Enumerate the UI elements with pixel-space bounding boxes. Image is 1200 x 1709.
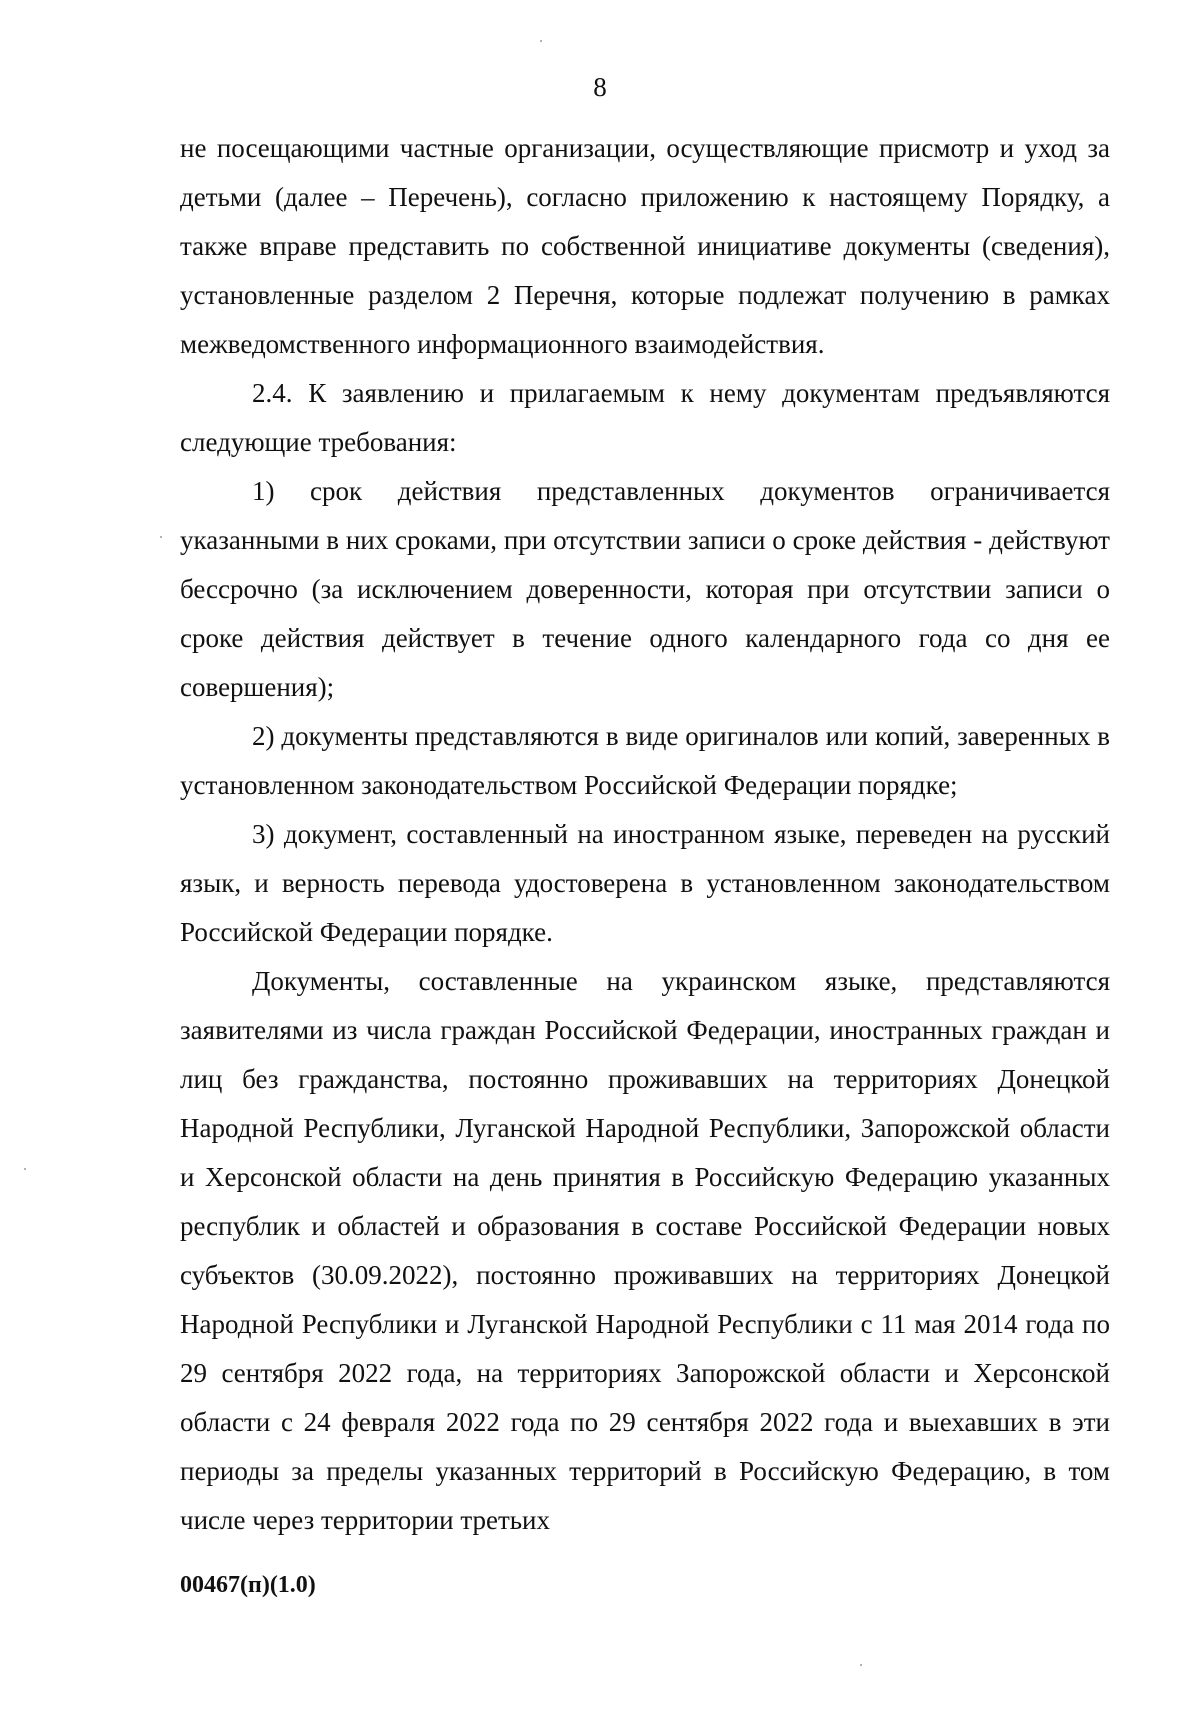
list-item-1: 1) срок действия представленных документов ограничивается указанными в них сроками, при отсутствии записи о сроке действия - действуют бессрочно (за исключением доверенности, которая при отсутствии записи о сроке действия действует в течение одного календарного года со дня ее совершения); [180,476,1110,702]
paragraph-ukrainian-documents: Документы, составленные на украинском языке, представляются заявителями из числа граждан Российской Федерации, иностранных граждан и лиц без гражданства, постоянно проживавших на территориях Донецкой Народной Республики, Луганской Народной Республики, Запорожской области и Херсонской области на день принятия в Российскую Федерацию указанных республик и областей и образования в составе Российской Федерации новых субъектов (30.09.2022), постоянно проживавших на территориях Донецкой Народной Республики и Луганской Народной Республики с 11 мая 2014 года по 29 сентября 2022 года, на территориях Запорожской области и Херсонской области с 24 февраля 2022 года по 29 сентября 2022 года и выехавших в эти периоды за пределы указанных территорий в Российскую Федерацию, в том числе через территории третьих [180,966,1110,1535]
scan-speck [860,1664,862,1666]
scan-speck [160,536,162,538]
page-number: 8 [593,72,607,102]
list-item-3: 3) документ, составленный на иностранном языке, переведен на русский язык, и верность перевода удостоверена в установленном законодательством Российской Федерации порядке. [180,819,1110,947]
document-body [180,124,1110,1545]
scan-speck [24,1168,26,1170]
list-item-2: 2) документы представляются в виде оригиналов или копий, заверенных в установленном законодательством Российской Федерации порядке; [180,721,1110,800]
paragraph-continuation: не посещающими частные организации, осуществляющие присмотр и уход за детьми (далее – Перечень), согласно приложению к настоящему Порядку, а также вправе представить по собственной инициативе документы (сведения), установленные разделом 2 Перечня, которые подлежат получению в рамках межведомственного информационного взаимодействия. [180,133,1110,359]
document-code: 00467(п)(1.0) [180,1572,316,1598]
paragraph-2-4: 2.4. К заявлению и прилагаемым к нему документам предъявляются следующие требования: [180,378,1110,457]
scan-speck [540,40,542,42]
